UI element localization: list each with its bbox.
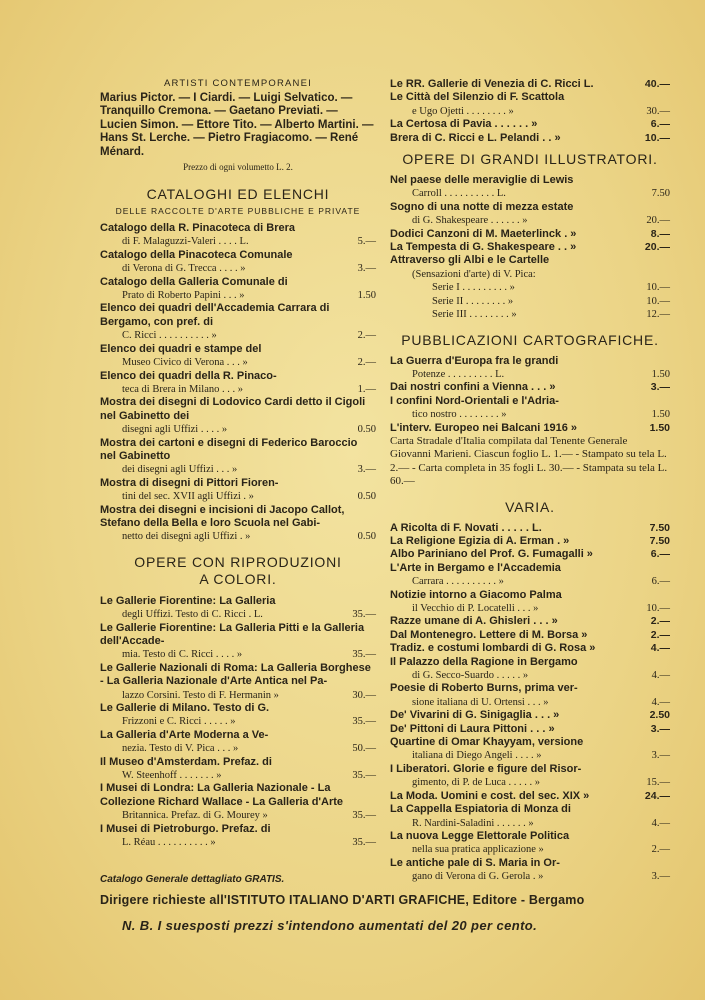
- cataloghi-heading: CATALOGHI ED ELENCHI: [146, 186, 330, 203]
- item-price: 6.—: [650, 118, 670, 131]
- serie-list: [390, 281, 670, 321]
- grandi-list: [390, 174, 670, 281]
- item-price: 1.50: [649, 421, 670, 434]
- item-price: 35.—: [352, 837, 376, 849]
- item-price: 12.—: [646, 309, 670, 321]
- item-price: 3.—: [650, 381, 670, 394]
- list-item: A Ricolta di F. Novati . . . . . L. 7.50: [390, 521, 670, 534]
- list-item: La Moda. Uomini e cost. del sec. XIX » 24.—: [390, 789, 670, 802]
- item-price: 3.—: [357, 464, 376, 476]
- item-price: 35.—: [352, 716, 376, 728]
- list-item: Le RR. Gallerie di Venezia di C. Ricci L. 40.—: [390, 78, 670, 90]
- item-price: 15.—: [646, 777, 670, 789]
- list-item: di F. Malaguzzi-Valeri . . . . L. 5.—: [122, 236, 376, 248]
- item-price: 10.—: [646, 295, 670, 307]
- item-price: 2.—: [357, 357, 376, 369]
- list-item: La Tempesta di G. Shakespeare . . » 20.—: [390, 241, 670, 254]
- catalogo-generale: Catalogo Generale dettagliato GRATIS.: [100, 874, 285, 885]
- item-price: 3.—: [650, 722, 670, 735]
- item-price: 1.50: [651, 409, 670, 421]
- publisher-address: Dirigere richieste all'ISTITUTO ITALIANO D'ARTI GRAFICHE, Editore - Bergamo: [100, 893, 585, 907]
- item-price: 2.50: [649, 709, 670, 722]
- item-price: 3.—: [651, 871, 670, 883]
- list-item: Britannica. Prefaz. di G. Mourey » 35.—: [122, 810, 376, 822]
- item-price: 5.—: [357, 236, 376, 248]
- item-price: 30.—: [646, 105, 670, 117]
- item-price: 35.—: [352, 609, 376, 621]
- entry-title: I Liberatori. Glorie e figure del Risor-: [390, 762, 582, 775]
- entry-title: Le Gallerie Nazionali di Roma: La Galleria Borghese - La Galleria Nazionale d'Arte Antica nel Pa-: [100, 661, 371, 688]
- entry-title: Mostra dei disegni di Lodovico Cardi detto il Cigoli nel Gabinetto dei: [100, 396, 366, 422]
- item-price: 6.—: [650, 548, 670, 561]
- entry-title: Mostra dei disegni e incisioni di Jacopo Callot, Stefano della Bella e loro Scuola nel Gabi-: [100, 503, 345, 529]
- list-item: Tradiz. e costumi lombardi di G. Rosa » 4.—: [390, 642, 670, 655]
- list-item: Potenze . . . . . . . . . L. 1.50: [412, 368, 670, 380]
- item-price: 20.—: [646, 215, 670, 227]
- list-item: Prato di Roberto Papini . . . » 1.50: [122, 290, 376, 302]
- right-column: [390, 78, 670, 884]
- entry-title: Quartine di Omar Khayyam, versione: [390, 736, 584, 749]
- item-price: 0.50: [357, 491, 376, 503]
- entry-title: Mostra di disegni di Pittori Fioren-: [100, 476, 279, 489]
- list-item: Frizzoni e C. Ricci . . . . . » 35.—: [122, 716, 376, 728]
- item-price: 7.50: [649, 534, 670, 547]
- item-price: 35.—: [352, 810, 376, 822]
- item-price: 2.—: [357, 330, 376, 342]
- list-item: di Verona di G. Trecca . . . . » 3.—: [122, 263, 376, 275]
- item-price: 1.50: [357, 290, 376, 302]
- item-price: 10.—: [644, 131, 670, 144]
- list-item: Razze umane di A. Ghisleri . . . » 2.—: [390, 615, 670, 628]
- carto-heading: PUBBLICAZIONI CARTOGRAFICHE.: [401, 331, 659, 348]
- list-item: Dai nostri confini a Vienna . . . » 3.—: [390, 381, 670, 394]
- left-column: [100, 78, 376, 850]
- item-price: 50.—: [352, 743, 376, 755]
- list-item: di G. Secco-Suardo . . . . . » 4.—: [412, 670, 670, 682]
- item-price: 20.—: [644, 241, 670, 254]
- serie-item: Serie II . . . . . . . . » 10.—: [432, 295, 670, 307]
- list-item: lazzo Corsini. Testo di F. Hermanin » 30.—: [122, 689, 376, 701]
- list-item: Museo Civico di Verona . . . » 2.—: [122, 357, 376, 369]
- venezia-list: [390, 78, 670, 145]
- entry-title: I confini Nord-Orientali e l'Adria-: [390, 394, 559, 407]
- entry-title: Nel paese delle meraviglie di Lewis: [390, 174, 574, 187]
- item-price: 3.—: [357, 263, 376, 275]
- list-item: il Vecchio di P. Locatelli . . . » 10.—: [412, 603, 670, 614]
- entry-title: Le Gallerie Fiorentine: La Galleria Pitti e la Galleria dell'Accade-: [100, 621, 365, 647]
- list-item: Carroll . . . . . . . . . . L. 7.50: [412, 188, 670, 200]
- item-price: 2.—: [650, 628, 670, 641]
- item-price: 40.—: [644, 78, 670, 90]
- item-price: 4.—: [650, 642, 670, 655]
- entry-title: Poesie di Roberto Burns, prima ver-: [390, 682, 578, 695]
- entry-title: L'Arte in Bergamo e l'Accademia: [390, 561, 561, 574]
- item-price: 35.—: [352, 649, 376, 661]
- serie-item: Serie I . . . . . . . . . » 10.—: [432, 282, 670, 294]
- list-item: teca di Brera in Milano . . . » 1.—: [122, 383, 376, 395]
- entry-title: Notizie intorno a Giacomo Palma: [390, 588, 562, 601]
- entry-title: Elenco dei quadri della R. Pinaco-: [100, 369, 277, 382]
- item-price: 7.50: [649, 521, 670, 534]
- entry-title: Elenco dei quadri dell'Accademia Carrara di Bergamo, con pref. di: [100, 302, 330, 328]
- entry-title: Le antiche pale di S. Maria in Or-: [390, 856, 560, 869]
- opere-heading-line1: OPERE CON RIPRODUZIONI: [134, 553, 342, 570]
- varia-list: [390, 522, 670, 884]
- list-item: tini del sec. XVII agli Uffizi . » 0.50: [122, 491, 376, 503]
- item-price: 35.—: [352, 770, 376, 782]
- list-item: L'interv. Europeo nei Balcani 1916 » 1.50: [390, 421, 670, 434]
- serie-item: Serie III . . . . . . . . » 12.—: [432, 309, 670, 321]
- carta-stradale: Carta Stradale d'Italia compilata dal Tenente Generale Giovanni Marieni. Ciascun foglio L. 1.— - Stampato su tela L. 2.— - Carta completa in 35 fogli L. 30.— - Stampata su tela L. 60.—: [390, 434, 668, 488]
- item-price: 0.50: [357, 424, 376, 436]
- list-item: nella sua pratica applicazione » 2.—: [412, 844, 670, 856]
- entry-title: Il Palazzo della Ragione in Bergamo: [390, 655, 578, 668]
- item-price: 6.—: [651, 576, 670, 588]
- entry-title: I Musei di Pietroburgo. Prefaz. di: [100, 822, 271, 835]
- artisti-list: Marius Pictor. — I Ciardi. — Luigi Selvatico. — Tranquillo Cremona. — Gaetano Previati. — Lucien Simon. — Ettore Tito. — Alberto Martini. — Hans St. Lerche. — Pietro Fragiacomo. — René Ménard.: [100, 92, 374, 158]
- item-price: 10.—: [646, 603, 670, 614]
- entry-title: Catalogo della Pinacoteca Comunale: [100, 248, 293, 261]
- list-item: mia. Testo di C. Ricci . . . . » 35.—: [122, 649, 376, 661]
- varia-heading: VARIA.: [505, 498, 555, 515]
- entry-title: Mostra dei cartoni e disegni di Federico Baroccio nel Gabinetto: [100, 436, 358, 462]
- list-item: e Ugo Ojetti . . . . . . . . » 30.—: [412, 105, 670, 117]
- entry-title: Attraverso gli Albi e le Cartelle: [390, 254, 550, 267]
- entry-title: Il Museo d'Amsterdam. Prefaz. di: [100, 755, 272, 768]
- list-item: degli Uffizi. Testo di C. Ricci . L. 35.—: [122, 609, 376, 621]
- carto-list: [390, 355, 670, 435]
- item-price: 4.—: [651, 670, 670, 682]
- entry-title: Le Gallerie Fiorentine: La Galleria: [100, 594, 276, 607]
- item-price: 10.—: [646, 282, 670, 294]
- list-item: C. Ricci . . . . . . . . . . » 2.—: [122, 330, 376, 342]
- entry-title: La nuova Legge Elettorale Politica: [390, 829, 570, 842]
- item-price: 2.—: [651, 844, 670, 856]
- opere-heading-line2: A COLORI.: [199, 570, 277, 587]
- entry-title: La Guerra d'Europa fra le grandi: [390, 354, 559, 367]
- grandi-heading: OPERE DI GRANDI ILLUSTRATORI.: [402, 151, 658, 168]
- item-price: 8.—: [650, 227, 670, 240]
- list-item: La Religione Egizia di A. Erman . » 7.50: [390, 534, 670, 547]
- item-price: 4.—: [651, 696, 670, 708]
- artisti-price: Prezzo di ogni volumetto L. 2.: [183, 162, 293, 173]
- list-item: di G. Shakespeare . . . . . . » 20.—: [412, 215, 670, 227]
- entry-title: Le Città del Silenzio di F. Scattola: [390, 91, 565, 104]
- item-price: 7.50: [651, 188, 670, 200]
- list-item: tico nostro . . . . . . . . » 1.50: [412, 409, 670, 421]
- artisti-heading: ARTISTI CONTEMPORANEI: [163, 78, 312, 89]
- list-item: La Certosa di Pavia . . . . . . » 6.—: [390, 118, 670, 131]
- entry-title: Catalogo della Galleria Comunale di: [100, 275, 288, 288]
- list-item: nezia. Testo di V. Pica . . . » 50.—: [122, 743, 376, 755]
- item-price: 2.—: [650, 615, 670, 628]
- list-item: gimento, di P. de Luca . . . . . » 15.—: [412, 777, 670, 789]
- entry-title: Elenco dei quadri e stampe del: [100, 342, 262, 355]
- item-price: 4.—: [651, 817, 670, 829]
- cataloghi-list: [100, 222, 376, 544]
- list-item: W. Steenhoff . . . . . . . » 35.—: [122, 770, 376, 782]
- list-item: Dal Montenegro. Lettere di M. Borsa » 2.—: [390, 628, 670, 641]
- item-price: 0.50: [357, 531, 376, 543]
- item-price: 1.—: [357, 383, 376, 395]
- entry-title: La Galleria d'Arte Moderna a Ve-: [100, 728, 269, 741]
- list-item: De' Pittoni di Laura Pittoni . . . » 3.—: [390, 722, 670, 735]
- list-item: Brera di C. Ricci e L. Pelandi . . » 10.—: [390, 131, 670, 144]
- list-item: dei disegni agli Uffizi . . . » 3.—: [122, 464, 376, 476]
- entry-title: Le Gallerie di Milano. Testo di G.: [100, 702, 270, 715]
- list-item: Albo Pariniano del Prof. G. Fumagalli » 6.—: [390, 548, 670, 561]
- entry-title: Sogno di una notte di mezza estate: [390, 200, 574, 213]
- entry-title: La Cappella Espiatoria di Monza di: [390, 803, 571, 816]
- item-price: 30.—: [352, 689, 376, 701]
- list-item: Carrara . . . . . . . . . . » 6.—: [412, 576, 670, 588]
- list-item: gano di Verona di G. Gerola . » 3.—: [412, 871, 670, 883]
- list-item: (Sensazioni d'arte) di V. Pica:: [412, 268, 536, 280]
- list-item: sione italiana di U. Ortensi . . . » 4.—: [412, 696, 670, 708]
- cataloghi-subheading: DELLE RACCOLTE D'ARTE PUBBLICHE E PRIVATE: [115, 206, 361, 217]
- opere-list: [100, 595, 376, 850]
- entry-title: Catalogo della R. Pinacoteca di Brera: [100, 222, 296, 235]
- item-price: 3.—: [651, 750, 670, 762]
- price-notice: N. B. I suesposti prezzi s'intendono aumentati del 20 per cento.: [122, 918, 538, 933]
- list-item: disegni agli Uffizi . . . . » 0.50: [122, 424, 376, 436]
- list-item: netto dei disegni agli Uffizi . » 0.50: [122, 531, 376, 543]
- item-price: 1.50: [651, 368, 670, 380]
- list-item: De' Vivarini di G. Sinigaglia . . . » 2.50: [390, 709, 670, 722]
- list-item: italiana di Diego Angeli . . . . » 3.—: [412, 750, 670, 762]
- list-item: L. Réau . . . . . . . . . . » 35.—: [122, 837, 376, 849]
- entry-title: I Musei di Londra: La Galleria Nazionale - La Collezione Richard Wallace - La Galleria d'Arte: [100, 782, 344, 808]
- list-item: R. Nardini-Saladini . . . . . . » 4.—: [412, 817, 670, 829]
- item-price: 24.—: [644, 789, 670, 802]
- list-item: Dodici Canzoni di M. Maeterlinck . » 8.—: [390, 227, 670, 240]
